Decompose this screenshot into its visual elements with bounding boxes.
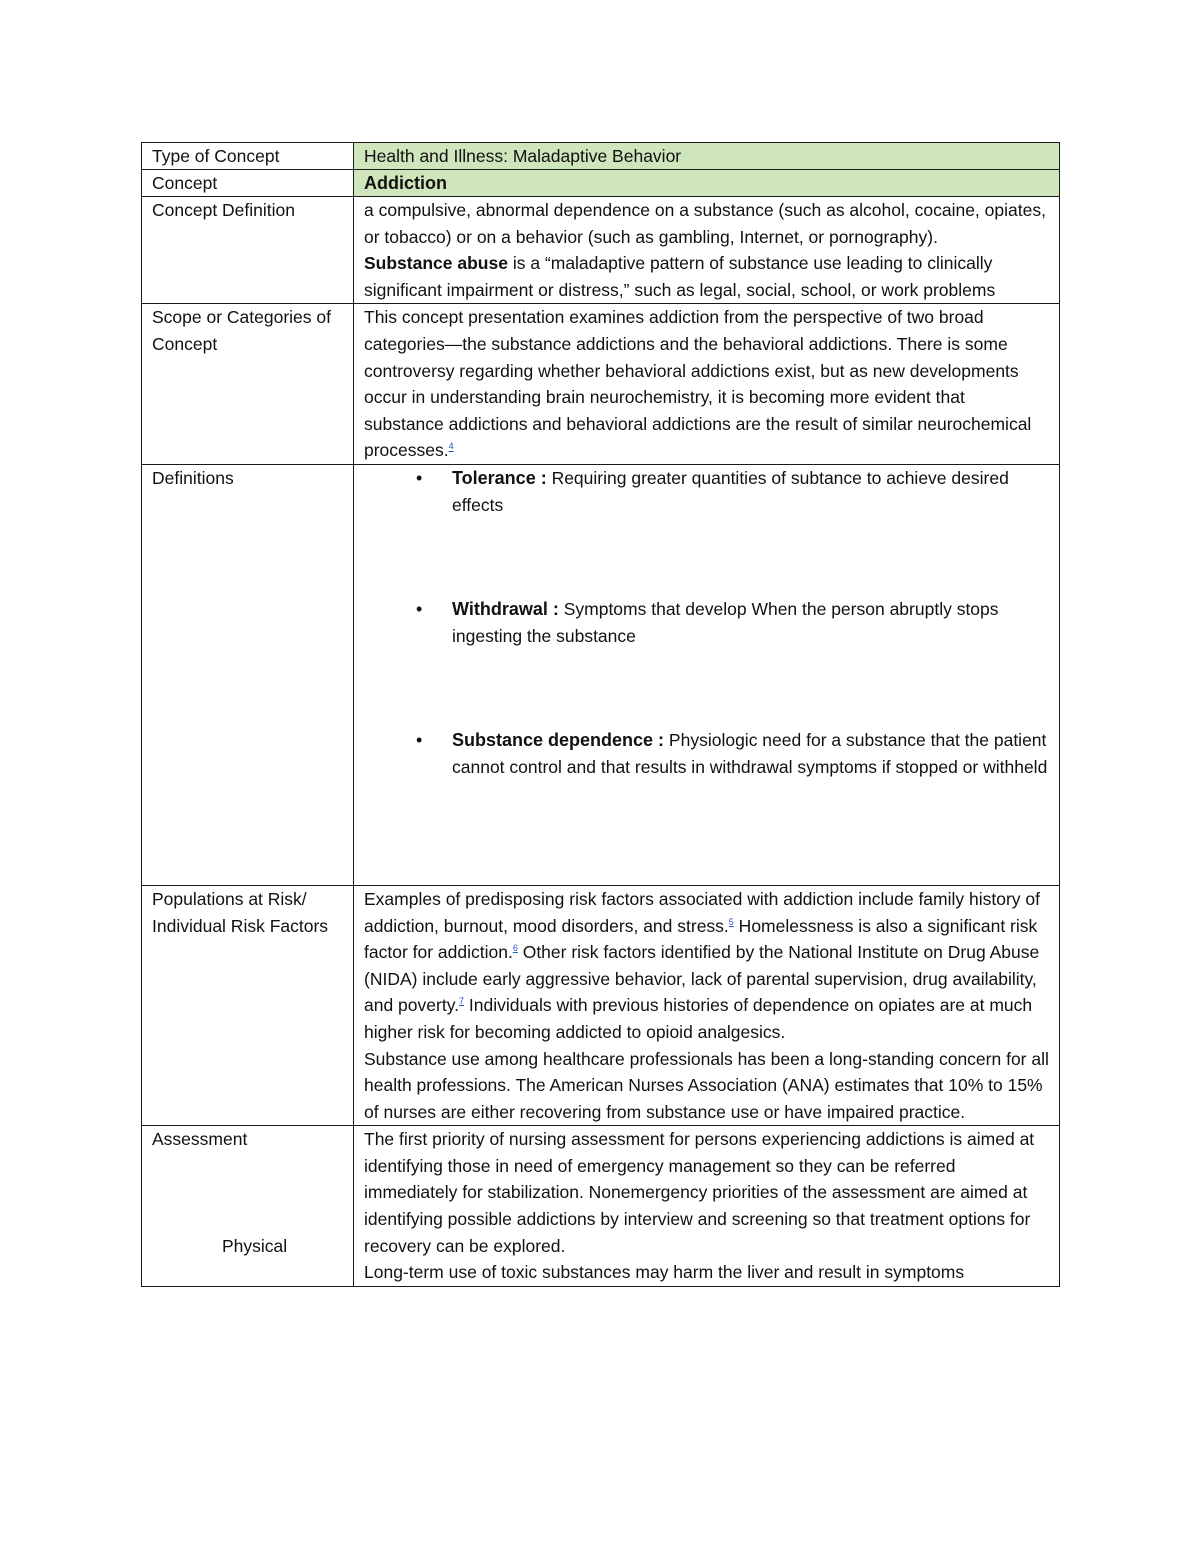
healthcare-professionals-paragraph: Substance use among healthcare professionals has been a long-standing concern for all health professions. The American Nurses Association (ANA) estimates that 10% to 15% of nurses are either recovering from substance use or have impaired practice. [364,1048,1049,1122]
substance-abuse-paragraph [364,250,1049,303]
concept-map-table [141,142,1060,1287]
definition-term: Substance dependence : [452,730,665,751]
substance-abuse-text: is a “maladaptive pattern of substance use leading to clinically significant impairment or distress,” such as legal, social, school, or work problems [364,253,996,300]
row-value [354,885,1060,1125]
definition-text: a compulsive, abnormal dependence on a substance (such as alcohol, cocaine, opiates, or tobacco) or on a behavior (such as gambling, Internet, or pornography). [364,200,1046,247]
row-label: Populations at Risk/ Individual Risk Factors [142,885,354,1125]
definition-text: Requiring greater quantities of subtance to achieve desired effects [452,467,1009,515]
row-assessment [142,1126,1060,1287]
risk-text: Individuals with previous histories of dependence on opiates are at much higher risk for becoming addicted to opioid analgesics. [364,995,1033,1042]
row-populations-at-risk [142,885,1060,1125]
row-label: Type of Concept [142,143,354,170]
footnote-link[interactable]: 4 [448,441,454,452]
row-value: Health and Illness: Maladaptive Behavior [354,143,1060,170]
bullet-icon: • [416,599,423,620]
list-item [416,465,1049,518]
assessment-paragraph: The first priority of nursing assessment for persons experiencing addictions is aimed at identifying those in need of emergency management so they can be referred immediately for stabilization. Nonemergency priorities of the assessment are aimed at identifying possible addictions by interview and screening so that treatment options for recovery can be explored. [364,1129,1035,1256]
row-label: Concept [142,170,354,197]
footnote-link[interactable]: 7 [459,996,465,1007]
risk-text: Other risk factors identified by the National Institute on Drug Abuse (NIDA) include early aggressive behavior, lack of parental supervision, drug availability, and poverty. [364,942,1040,1016]
row-type-of-concept [142,143,1060,170]
spacer [152,1153,343,1233]
definition-term: Tolerance : [452,467,547,488]
list-item [416,727,1049,780]
scope-text: This concept presentation examines addiction from the perspective of two broad categories—the substance addictions and the behavioral addictions. There is some controversy regarding whether behavioral addictions exist, but as new developments occur in understanding brain neurochemistry, it is becoming more evident that substance addictions and behavioral addictions are the result of similar neurochemical processes. [364,307,1032,461]
risk-text: Examples of predisposing risk factors associated with addiction include family history of addiction, burnout, mood disorders, and stress. [364,888,1041,936]
footnote-link[interactable]: 6 [512,943,518,954]
definition-term: Withdrawal : [452,599,559,620]
definitions-list [364,465,1049,781]
definition-text: Physiologic need for a substance that the patient cannot control and that results in withdrawal symptoms if stopped or withheld [452,730,1048,777]
row-definitions [142,464,1060,885]
row-scope [142,304,1060,465]
concept-title-text: Addiction [364,173,447,193]
row-label [142,1126,354,1287]
row-concept-definition [142,197,1060,304]
row-value [354,197,1060,304]
row-value [354,1126,1060,1287]
risk-text: Homelessness is also a significant risk factor for addiction. [364,915,1038,963]
risk-factors-paragraph [364,886,1049,1046]
row-label: Definitions [142,464,354,885]
bullet-icon: • [416,467,423,488]
row-label: Concept Definition [142,197,354,304]
concept-title [354,170,1060,197]
substance-abuse-term: Substance abuse [364,253,508,274]
bullet-icon: • [416,730,423,751]
physical-sublabel: Physical [222,1235,288,1256]
assessment-label: Assessment [152,1129,248,1150]
list-item [416,596,1049,649]
footnote-link[interactable]: 5 [728,916,734,927]
definition-text: Symptoms that develop When the person abruptly stops ingesting the substance [452,599,999,646]
physical-paragraph: Long-term use of toxic substances may harm the liver and result in symptoms [364,1262,965,1283]
row-label: Scope or Categories of Concept [142,304,354,465]
row-value [354,304,1060,465]
row-concept [142,170,1060,197]
row-value [354,464,1060,885]
